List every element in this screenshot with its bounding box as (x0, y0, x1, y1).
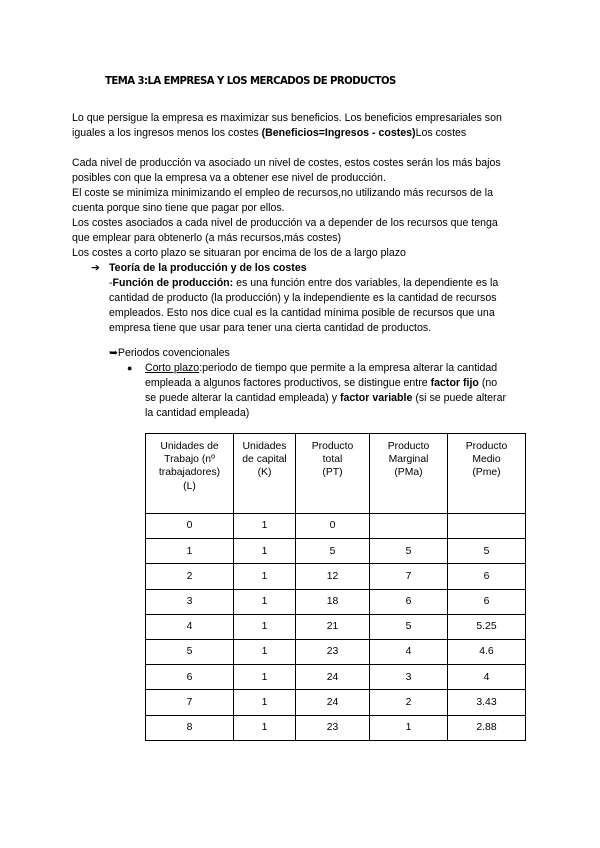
cell-average-product: 3.43 (448, 690, 526, 715)
cell-average-product: 6 (448, 564, 526, 589)
cell-average-product (448, 514, 526, 539)
cell-capital: 1 (234, 614, 296, 639)
bullet-icon: ● (127, 363, 133, 373)
cell-marginal-product: 5 (370, 539, 448, 564)
costs-line: que emplear para obtenerlo (a más recursos,más costes) (72, 232, 342, 244)
header-marginal-product (370, 434, 448, 514)
cell-marginal-product: 3 (370, 665, 448, 690)
cell-average-product: 5.25 (448, 614, 526, 639)
cell-total-product: 12 (296, 564, 370, 589)
header-line: de capital (242, 454, 287, 466)
cell-total-product: 23 (296, 715, 370, 740)
cell-average-product: 4 (448, 665, 526, 690)
header-line: (Pme) (472, 467, 501, 479)
header-labor (146, 434, 234, 514)
production-table (145, 433, 526, 741)
header-total-product (296, 434, 370, 514)
fixed-factor-term: factor fijo (430, 377, 479, 389)
header-line: total (322, 454, 343, 466)
cell-total-product: 0 (296, 514, 370, 539)
cell-capital: 1 (234, 690, 296, 715)
production-function-line: cantidad de producto (la producción) y la independiente es la cantidad de recursos (109, 292, 497, 304)
variable-factor-term: factor variable (339, 392, 413, 404)
intro-line-1: Lo que persigue la empresa es maximizar sus beneficios. Los beneficios empresariales son (72, 112, 502, 124)
production-function-text (109, 276, 529, 336)
short-term-line-2 (145, 376, 535, 391)
table-row (146, 614, 526, 639)
header-line: Producto (465, 441, 508, 452)
short-term-line-4: la cantidad empleada) (145, 407, 250, 419)
cell-capital: 1 (234, 539, 296, 564)
cell-labor: 4 (146, 614, 234, 639)
profit-formula: (Beneficios=Ingresos - costes) (261, 127, 416, 139)
cell-labor: 6 (146, 665, 234, 690)
header-line: (PMa) (394, 467, 423, 479)
arrow-right-icon: ➔ (91, 262, 100, 274)
cell-marginal-product (370, 514, 448, 539)
dash: - (109, 277, 113, 289)
costs-line: Cada nivel de producción va asociado un nivel de costes, estos costes serán los más bajos (72, 157, 501, 169)
production-function-definition: es una función entre dos variables, la dependiente es la (233, 277, 499, 289)
cell-capital: 1 (234, 514, 296, 539)
cell-capital: 1 (234, 589, 296, 614)
costs-line: cuenta porque sino tiene que pagar por ellos. (72, 202, 285, 214)
cell-average-product: 5 (448, 539, 526, 564)
header-line: Trabajo (nº (164, 454, 215, 466)
short-term-line-2-end: (no (478, 377, 498, 389)
cell-average-product: 6 (448, 589, 526, 614)
header-line: (PT) (322, 467, 343, 479)
cell-average-product: 4.6 (448, 639, 526, 664)
cell-average-product: 2.88 (448, 715, 526, 740)
table-row (146, 539, 526, 564)
table-header-row (146, 434, 526, 514)
cell-labor: 8 (146, 715, 234, 740)
header-line: (K) (257, 467, 272, 479)
short-term-term: Corto plazo (145, 362, 200, 374)
cell-marginal-product: 5 (370, 614, 448, 639)
cell-labor: 2 (146, 564, 234, 589)
costs-line: Los costes a corto plazo se situaran por encima de los de a largo plazo (72, 247, 406, 259)
header-line: Medio (472, 454, 501, 466)
theory-list-item (91, 261, 531, 276)
cell-total-product: 24 (296, 690, 370, 715)
document-title: TEMA 3:LA EMPRESA Y LOS MERCADOS DE PRODUCTOS (105, 74, 396, 87)
header-line: (L) (183, 480, 196, 492)
production-function-line: empresa tiene que usar para tener una cierta cantidad de productos. (109, 322, 432, 334)
short-term-line-3 (145, 391, 535, 406)
table-row (146, 589, 526, 614)
production-function-term: Función de producción: (112, 277, 234, 289)
cell-capital: 1 (234, 715, 296, 740)
cell-total-product: 21 (296, 614, 370, 639)
cell-total-product: 5 (296, 539, 370, 564)
short-term-line-2-text: empleada a algunos factores productivos, se distingue entre (145, 377, 431, 389)
short-term-line-1 (145, 361, 535, 376)
table-row (146, 564, 526, 589)
cell-labor: 0 (146, 514, 234, 539)
cell-marginal-product: 2 (370, 690, 448, 715)
cell-labor: 3 (146, 589, 234, 614)
production-function-line: empleados. Esto nos dice cual es la cantidad mínima posible de recursos que una (109, 307, 495, 319)
header-line: Unidades (242, 441, 287, 452)
header-line: Marginal (388, 454, 429, 466)
cell-total-product: 23 (296, 639, 370, 664)
cell-marginal-product: 1 (370, 715, 448, 740)
cell-capital: 1 (234, 639, 296, 664)
cell-marginal-product: 7 (370, 564, 448, 589)
periods-heading (109, 346, 230, 361)
header-line: Unidades de (160, 441, 219, 452)
costs-line: El coste se minimiza minimizando el empleo de recursos,no utilizando más recursos de la (72, 187, 493, 199)
header-line: Producto (387, 441, 430, 452)
cell-capital: 1 (234, 564, 296, 589)
intro-paragraph (72, 111, 532, 141)
table-row (146, 690, 526, 715)
cell-labor: 7 (146, 690, 234, 715)
table-row (146, 715, 526, 740)
short-term-line-3-text: se puede alterar la cantidad empleada) y (145, 392, 340, 404)
short-term-line-3-end: (si se puede alterar (412, 392, 507, 404)
intro-line-2-text: iguales a los ingresos menos los costes (72, 127, 262, 139)
short-term-text (145, 361, 535, 421)
table-row (146, 665, 526, 690)
header-line: Producto (311, 441, 354, 452)
table-row (146, 639, 526, 664)
periods-label: Periodos covencionales (117, 347, 230, 359)
header-line: trabajadores) (158, 467, 221, 479)
costs-paragraph (72, 156, 532, 261)
header-capital (234, 434, 296, 514)
cell-total-product: 24 (296, 665, 370, 690)
cell-capital: 1 (234, 665, 296, 690)
cell-marginal-product: 6 (370, 589, 448, 614)
table-row (146, 514, 526, 539)
intro-line-2-end: Los costes (415, 127, 467, 139)
cell-labor: 1 (146, 539, 234, 564)
cell-labor: 5 (146, 639, 234, 664)
theory-heading: Teoría de la producción y de los costes (109, 262, 307, 274)
costs-line: Los costes asociados a cada nivel de producción va a depender de los recursos que tenga (72, 217, 498, 229)
short-term-definition: :periodo de tiempo que permite a la empresa alterar la cantidad (199, 362, 498, 374)
production-function-line-1 (109, 276, 529, 291)
cell-total-product: 18 (296, 589, 370, 614)
cell-marginal-product: 4 (370, 639, 448, 664)
costs-line: posibles con que la empresa va a obtener ese nivel de producción. (72, 172, 386, 184)
curved-arrow-icon: ➥ (109, 347, 118, 359)
header-average-product (448, 434, 526, 514)
intro-line-2 (72, 126, 532, 141)
